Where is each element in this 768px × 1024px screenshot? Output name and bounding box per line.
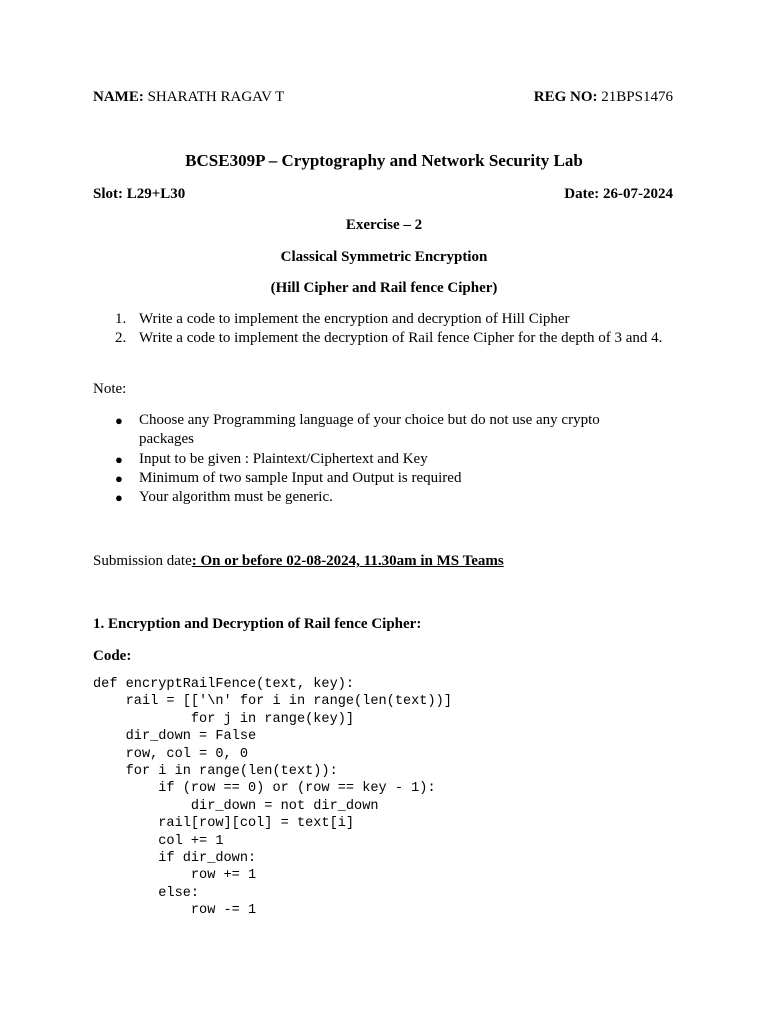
name-label: NAME:: [93, 89, 144, 105]
note-item: [93, 488, 653, 507]
task-list: [93, 310, 673, 348]
task-text: Write a code to implement the encryption and decryption of Hill Cipher: [139, 311, 570, 327]
bullet-icon: ●: [115, 413, 123, 428]
course-title: BCSE309P – Cryptography and Network Security Lab: [185, 151, 583, 170]
task-item: [93, 310, 673, 329]
subtopic-title: (Hill Cipher and Rail fence Cipher): [270, 280, 498, 296]
slot: Slot: L29+L30: [93, 186, 186, 202]
note-text: Input to be given : Plaintext/Ciphertext and Key: [139, 450, 428, 467]
exercise-title: Exercise – 2: [345, 217, 423, 233]
note-item: [93, 411, 653, 450]
task-item: [93, 329, 673, 348]
topic-title: Classical Symmetric Encryption: [280, 249, 488, 265]
task-text: Write a code to implement the decryption of Rail fence Cipher for the depth of 3 and 4.: [139, 330, 663, 346]
task-number: 2.: [115, 330, 127, 346]
note-item: [93, 450, 653, 469]
submission-value: : On or before 02-08-2024, 11.30am in MS Teams: [191, 553, 504, 569]
note-text: Your algorithm must be generic.: [139, 489, 333, 506]
code-block: def encryptRailFence(text, key): rail = [['\n' for i in range(len(text))] for j in range(key)] dir_down = False row, col = 0, 0 for i in range(len(text)): if (row == 0) or (row == key - 1): dir_down = not dir_down rail[row][col] = text[i] col += 1 if dir_down: row += 1 else: row -= 1: [93, 677, 452, 919]
section-heading: 1. Encryption and Decryption of Rail fence Cipher:: [93, 616, 422, 632]
name-value: SHARATH RAGAV T: [143, 89, 285, 105]
code-label: Code:: [93, 648, 132, 664]
submission-label: Submission date: [93, 553, 192, 569]
date: Date: 26-07-2024: [564, 186, 673, 202]
reg-value: 21BPS1476: [597, 89, 673, 105]
registration-number: [534, 88, 673, 106]
notes-list: [93, 411, 653, 507]
student-name: [93, 88, 284, 106]
note-text: Minimum of two sample Input and Output is required: [139, 469, 462, 486]
bullet-icon: ●: [115, 451, 123, 467]
bullet-icon: ●: [115, 490, 123, 506]
task-number: 1.: [115, 311, 127, 327]
bullet-icon: ●: [115, 470, 123, 486]
note-label: Note:: [93, 381, 127, 397]
submission-date: [93, 552, 504, 570]
note-text: Choose any Programming language of your choice but do not use any crypto packages: [139, 412, 600, 448]
note-item: [93, 469, 653, 488]
reg-label: REG NO:: [533, 89, 598, 105]
